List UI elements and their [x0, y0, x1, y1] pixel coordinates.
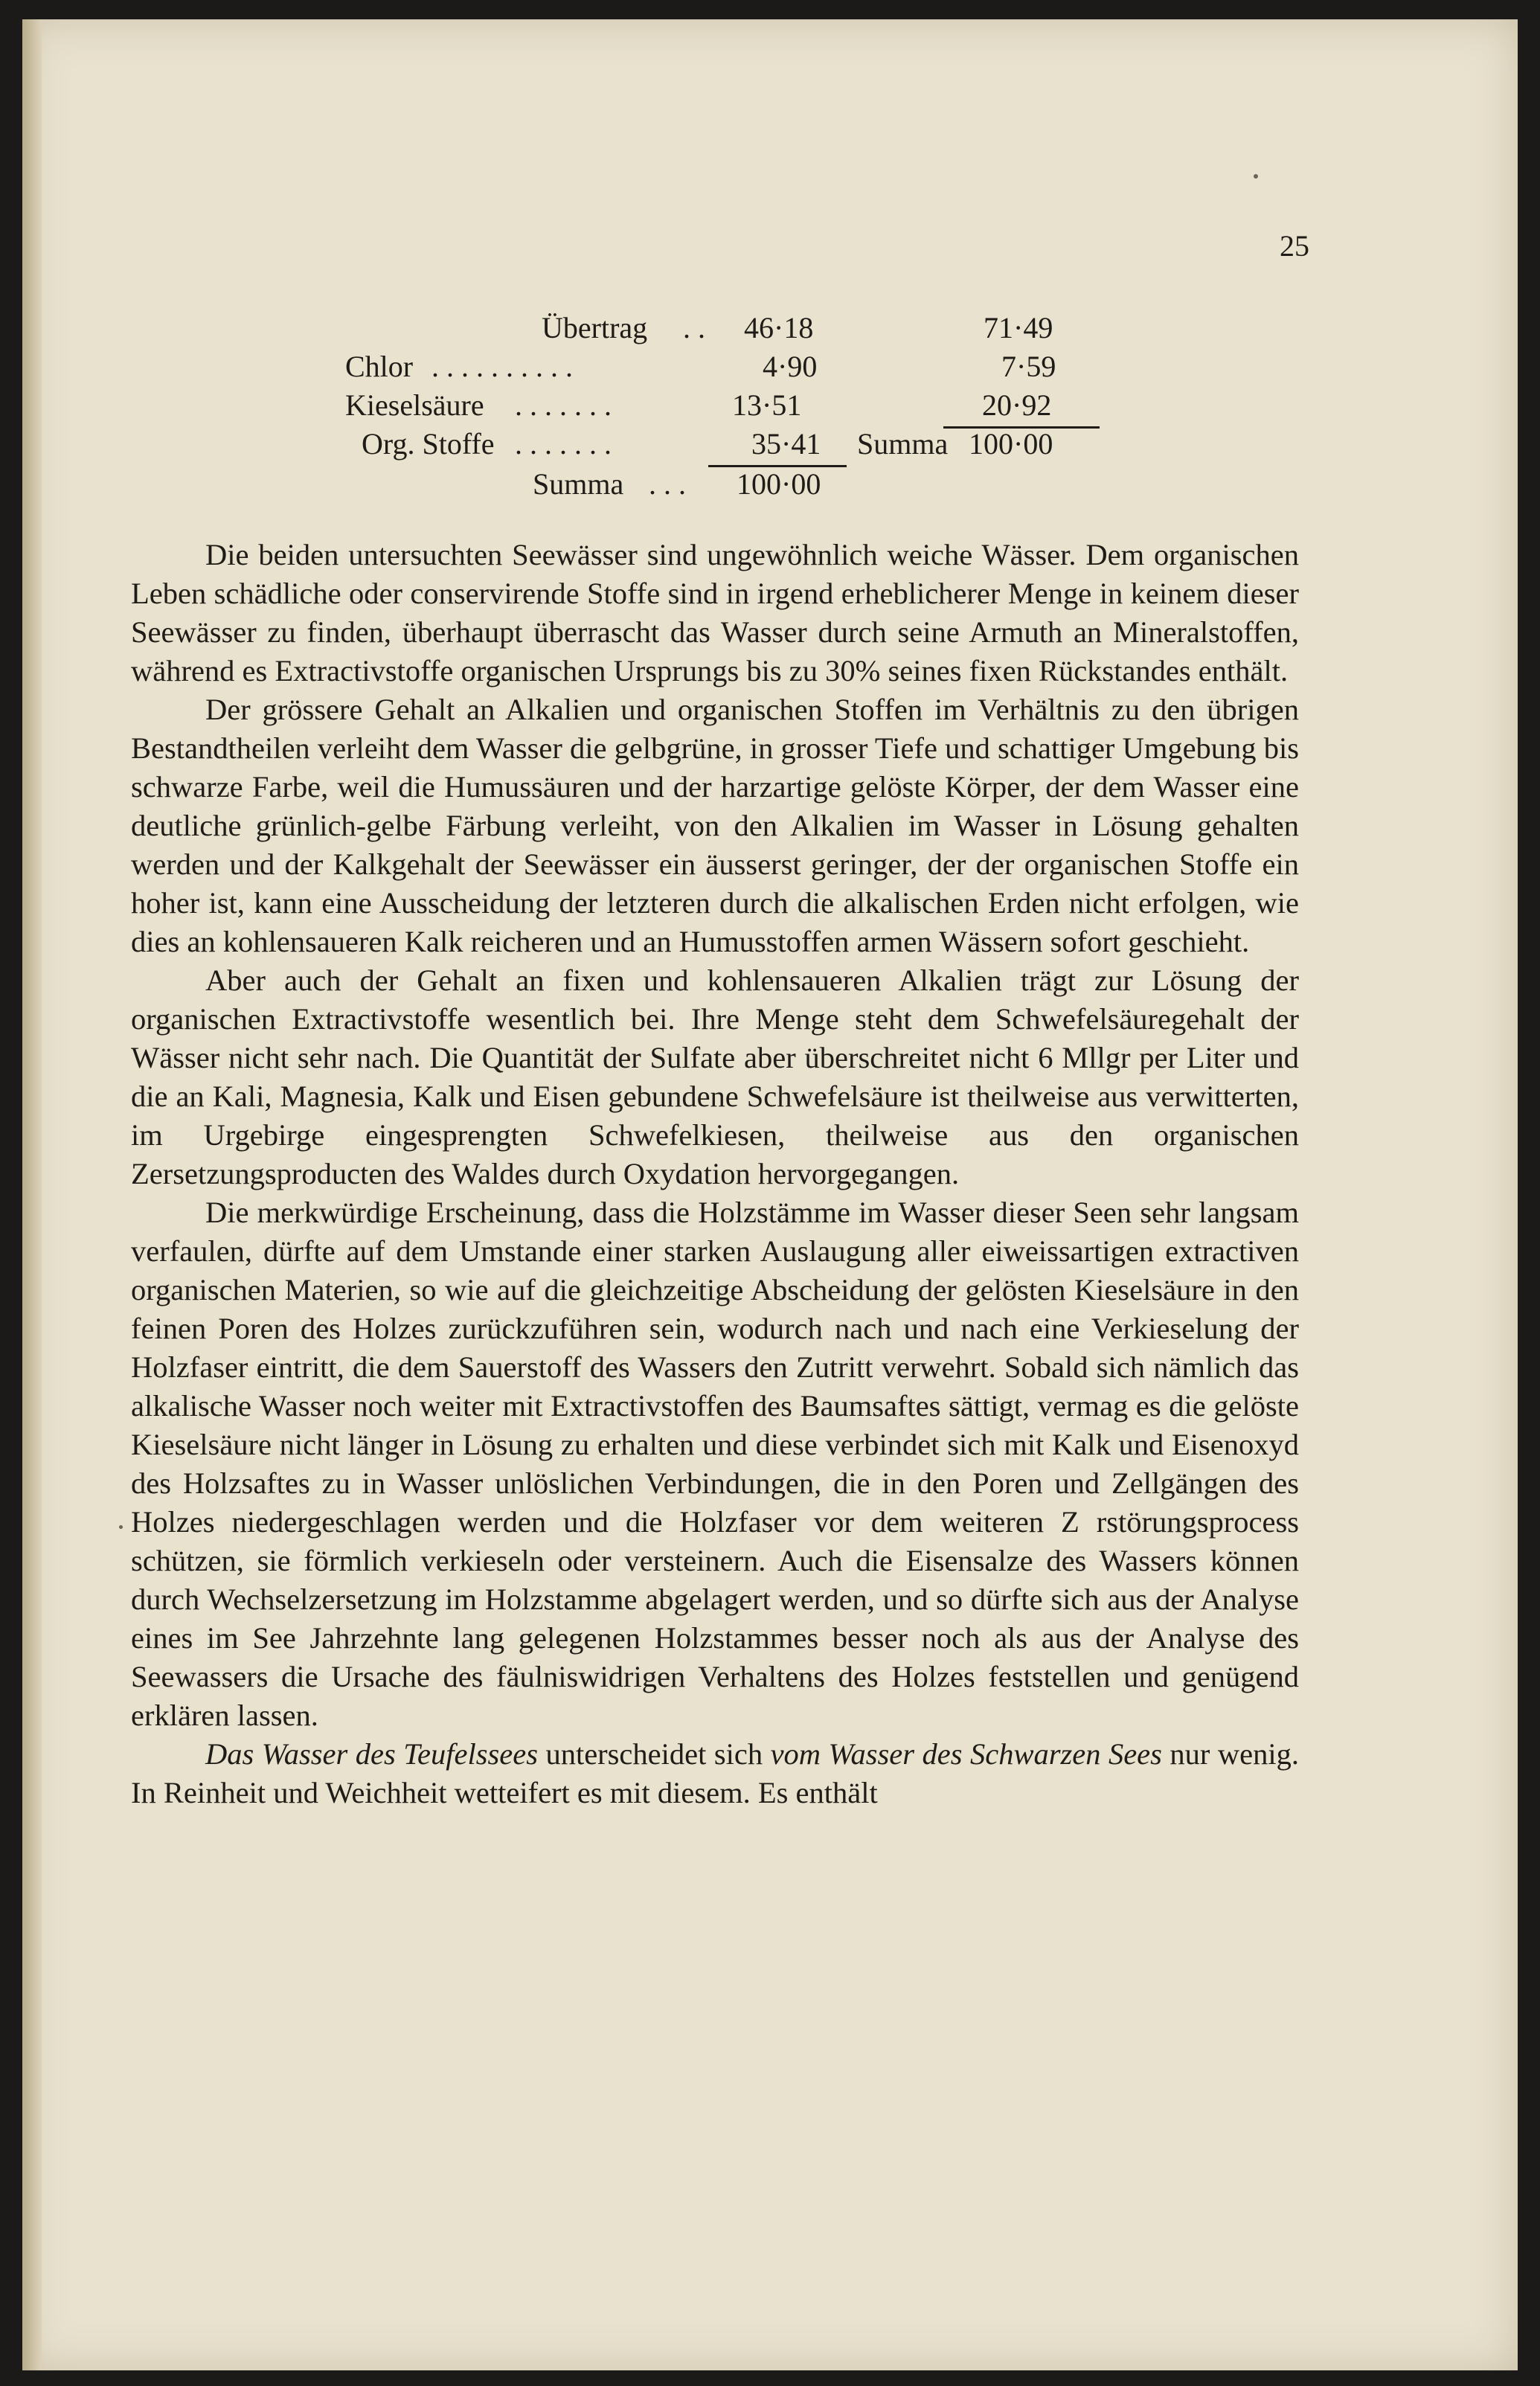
paragraph: Der grössere Gehalt an Alkalien und organischen Stoffen im Verhältnis zu den übrigen Bestandtheilen verleiht dem Wasser die gelbgrüne, in grosser Tiefe und schattiger Umgebung bis schwarze Farbe, weil die Humussäuren und der harzartige gelöste Körper, der dem Wasser eine deutliche grünlich-gelbe Färbung verleiht, von den Alkalien im Wasser in Lösung gehalten werden und der Kalkgehalt der Seewässer ein äusserst geringer, der der organischen Stoffe ein hoher ist, kann eine Ausscheidung der letzteren durch die alkalischen Erden nicht erfolgen, wie dies an kohlensaueren Kalk reicheren und an Humusstoffen armen Wässern sofort geschieht.: [131, 693, 1299, 958]
ink-speck: [1254, 174, 1258, 179]
paragraph: Die beiden untersuchten Seewässer sind ungewöhnlich weiche Wässer. Dem organischen Leben schädliche oder conservirende Stoffe sind in irgend erheblicherer Menge in keinem dieser Seewässer zu finden, überhaupt überrascht das Wasser durch seine Armuth an Mineralstoffen, während es Extractivstoffe organischen Ursprungs bis zu 30% seines fixen Rückstandes enthält.: [131, 538, 1299, 687]
text-run: nur wenig. In Reinheit und Weichheit wetteifert es mit diesem. Es enthält: [131, 1737, 1299, 1809]
table-row-label: Übertrag: [542, 311, 648, 344]
text-run: unterscheidet sich: [537, 1737, 771, 1771]
table-row-label: Org. Stoffe: [362, 427, 495, 461]
table-sum-col1: 100·00: [737, 467, 821, 501]
table-value-col2: 71·49: [984, 311, 1053, 344]
table-row-dots: . . . . . . .: [515, 427, 612, 461]
table-value-col2: 20·92: [982, 388, 1052, 422]
paragraph: [131, 1735, 1299, 1812]
table-row-label: Summa: [533, 467, 624, 501]
table-sum-label: Summa: [857, 427, 949, 461]
table-row-dots: . . . . . . . . . .: [431, 350, 573, 383]
italic-phrase: Das Wasser des Teufelssees: [205, 1737, 538, 1771]
table-row-dots: . . . . . . .: [515, 388, 612, 422]
paragraph: Aber auch der Gehalt an fixen und kohlensaueren Alkalien trägt zur Lösung der organischen Extractivstoffe wesentlich bei. Ihre Menge steht dem Schwefelsäuregehalt der Wässer nicht sehr nach. Die Quantität der Sulfate aber überschreitet nicht 6 Mllgr per Liter und die an Kali, Magnesia, Kalk und Eisen gebundene Schwefelsäure ist theilweise aus verwitterten, im Urgebirge eingesprengten Schwefelkiesen, theilweise aus den organischen Zersetzungsproducten des Waldes durch Oxydation hervorgegangen.: [131, 963, 1299, 1190]
table-value-col1: 4·90: [763, 350, 818, 383]
table-row-label: Chlor: [345, 350, 414, 383]
ink-speck: [119, 1525, 123, 1529]
body-text: [131, 536, 1299, 1812]
table-row-dots: . . .: [649, 467, 686, 501]
table-row-dots: . .: [683, 311, 705, 344]
table-row-label: Kieselsäure: [345, 388, 484, 422]
italic-phrase: vom Wasser des Schwarzen Sees: [770, 1737, 1162, 1771]
page-spine: [22, 19, 42, 2370]
table-value-col2: 7·59: [1001, 350, 1056, 383]
table-value-col1: 46·18: [744, 311, 814, 344]
page-number: 25: [1280, 229, 1309, 263]
table-sum-col2: 100·00: [969, 427, 1053, 461]
paragraph: Die merkwürdige Erscheinung, dass die Holzstämme im Wasser dieser Seen sehr langsam verfaulen, dürfte auf dem Umstande einer starken Auslaugung aller eiweissartigen extractiven organischen Materien, so wie auf die gleichzeitige Abscheidung der gelösten Kieselsäure in den feinen Poren des Holzes zurückzuführen sein, wodurch nach und nach eine Verkieselung der Holzfaser eintritt, die dem Sauerstoff des Wassers den Zutritt verwehrt. Sobald sich nämlich das alkalische Wasser noch weiter mit Extractivstoffen des Baumsaftes sättigt, vermag es die gelöste Kieselsäure nicht länger in Lösung zu erhalten und diese verbindet sich mit Kalk und Eisenoxyd des Holzsaftes zu in Wasser unlöslichen Verbindungen, die in den Poren und Zellgängen des Holzes niedergeschlagen werden und die Holzfaser vor dem weiteren Z rstörungsprocess schützen, sie förmlich verkieseln oder versteinern. Auch die Eisensalze des Wassers können durch Wechselzersetzung im Holzstamme abgelagert werden, und so dürfte sich aus der Analyse eines im See Jahrzehnte lang gelegenen Holzstammes besser noch als aus der Analyse des Seewassers die Ursache des fäulniswidrigen Verhaltens des Holzes feststellen und genügend erklären lassen.: [131, 1196, 1299, 1732]
table-value-col1: 13·51: [732, 388, 802, 422]
table-value-col1: 35·41: [751, 427, 821, 461]
